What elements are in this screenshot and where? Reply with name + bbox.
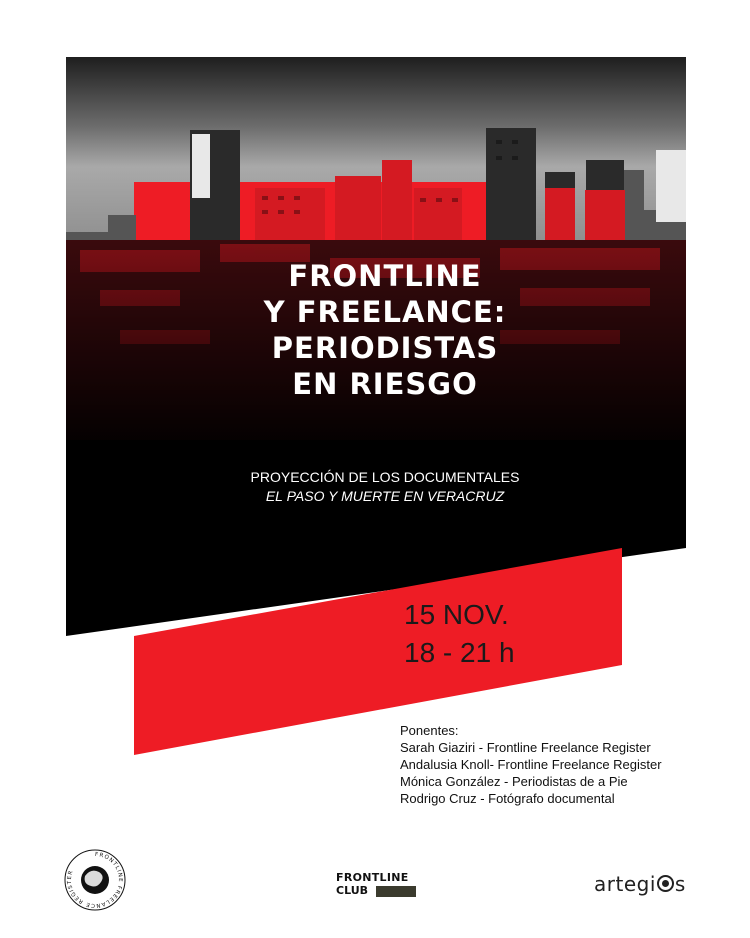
title-line-4: EN RIESGO xyxy=(292,367,478,401)
artegios-logo xyxy=(594,872,686,896)
speaker-item: Mónica González - Periodistas de a Pie xyxy=(400,774,628,789)
ffr-logo-text: FRONTLINE FREELANCE REGISTER xyxy=(66,851,123,909)
speakers-list xyxy=(400,722,730,807)
speaker-item: Andalusia Knoll- Frontline Freelance Register xyxy=(400,757,662,772)
event-title xyxy=(200,258,570,402)
speakers-heading: Ponentes: xyxy=(400,723,459,738)
subtitle-line-1: PROYECCIÓN DE LOS DOCUMENTALES xyxy=(250,469,520,485)
frontline-club-logo xyxy=(336,871,426,901)
title-line-1: FRONTLINE xyxy=(288,259,482,293)
speaker-item: Sarah Giaziri - Frontline Freelance Register xyxy=(400,740,651,755)
event-datetime xyxy=(404,596,515,672)
artegios-logo-end: s xyxy=(674,872,686,896)
fc-logo-line2: CLUB xyxy=(336,884,369,897)
subtitle-line-2: EL PASO Y MUERTE EN VERACRUZ xyxy=(265,488,505,504)
title-line-3: PERIODISTAS xyxy=(271,331,499,365)
event-subtitle xyxy=(190,468,580,506)
fc-logo-line1: FRONTLINE xyxy=(336,871,409,884)
artegios-o-mark xyxy=(657,875,674,892)
fc-logo-bar xyxy=(376,886,416,897)
event-time: 18 - 21 h xyxy=(404,637,515,668)
event-date: 15 NOV. xyxy=(404,599,509,630)
artegios-logo-text: artegi xyxy=(594,872,656,896)
speaker-item: Rodrigo Cruz - Fotógrafo documental xyxy=(400,791,615,806)
frontline-freelance-register-logo xyxy=(63,848,127,912)
title-line-2: Y FREELANCE: xyxy=(263,295,507,329)
